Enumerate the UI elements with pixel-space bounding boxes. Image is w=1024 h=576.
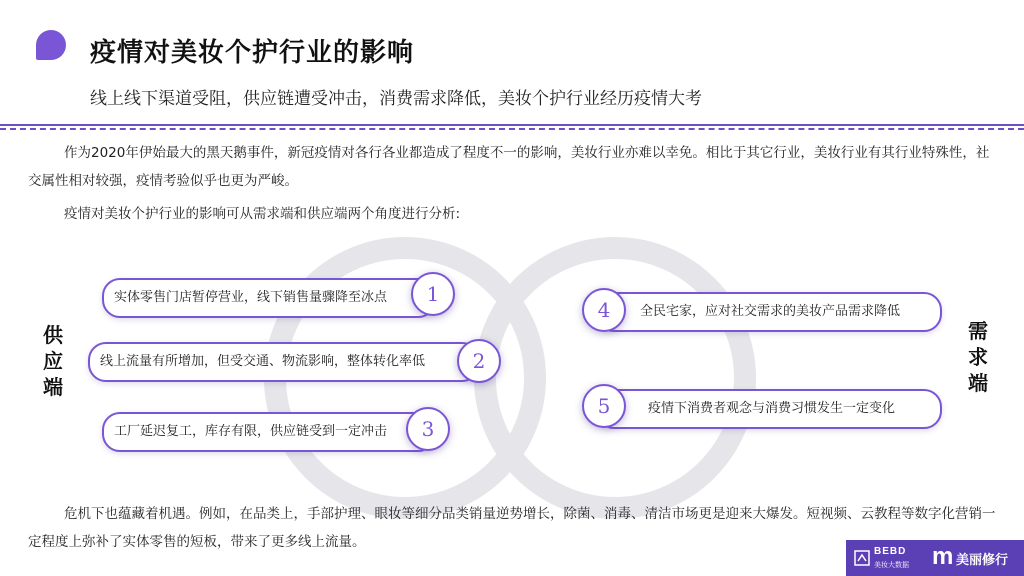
meili-xiuxing-logo-icon: m 美丽修行	[932, 543, 1009, 570]
number-badge-4: 4	[582, 288, 626, 332]
number-badge-5: 5	[582, 384, 626, 428]
page-subtitle: 线上线下渠道受阻，供应链遭受冲击，消费需求降低，美妆个护行业经历疫情大考	[90, 89, 702, 109]
demand-item-5-text: 疫情下消费者观念与消费习惯发生一定变化	[648, 401, 896, 416]
demand-item-5	[596, 389, 942, 429]
supply-item-2	[88, 342, 480, 382]
supply-item-3	[102, 412, 436, 452]
bebd-logo-icon: BEBD 美妆大数据	[852, 540, 926, 576]
supply-item-2-text: 线上流量有所增加，但受交通、物流影响，整体转化率低	[100, 354, 426, 369]
footer-logo-bar	[846, 540, 1024, 576]
number-badge-1: 1	[411, 272, 455, 316]
supply-item-1-text: 实体零售门店暂停营业，线下销售量骤降至冰点	[114, 290, 388, 305]
intro-text: 作为2020年伊始最大的黑天鹅事件，新冠疫情对各行各业都造成了程度不一的影响，美妆行业亦难以幸免。相比于其它行业，美妆行业有其行业特殊性，社交属性相对较强，疫情考验似乎也更为严峻。	[28, 145, 990, 189]
number-badge-2: 2	[457, 339, 501, 383]
supply-item-3-text: 工厂延迟复工，库存有限，供应链受到一定冲击	[114, 424, 388, 439]
demand-item-4	[596, 292, 942, 332]
page-title: 疫情对美妆个护行业的影响	[90, 38, 415, 68]
demand-side-label: 需 求 端	[968, 319, 988, 395]
supply-item-1	[102, 278, 436, 318]
demand-item-4-text: 全民宅家，应对社交需求的美妆产品需求降低	[640, 304, 901, 319]
analysis-text: 疫情对美妆个护行业的影响可从需求端和供应端两个角度进行分析:	[64, 206, 461, 222]
supply-side-label: 供 应 端	[43, 323, 63, 399]
number-badge-3: 3	[406, 407, 450, 451]
closing-text: 危机下也蕴藏着机遇。例如，在品类上，手部护理、眼妆等细分品类销量逆势增长，除菌、消毒、清洁市场更是迎来大爆发。短视频、云教程等数字化营销一定程度上弥补了实体零售的短板，带来了更多线上流量。	[28, 506, 996, 550]
